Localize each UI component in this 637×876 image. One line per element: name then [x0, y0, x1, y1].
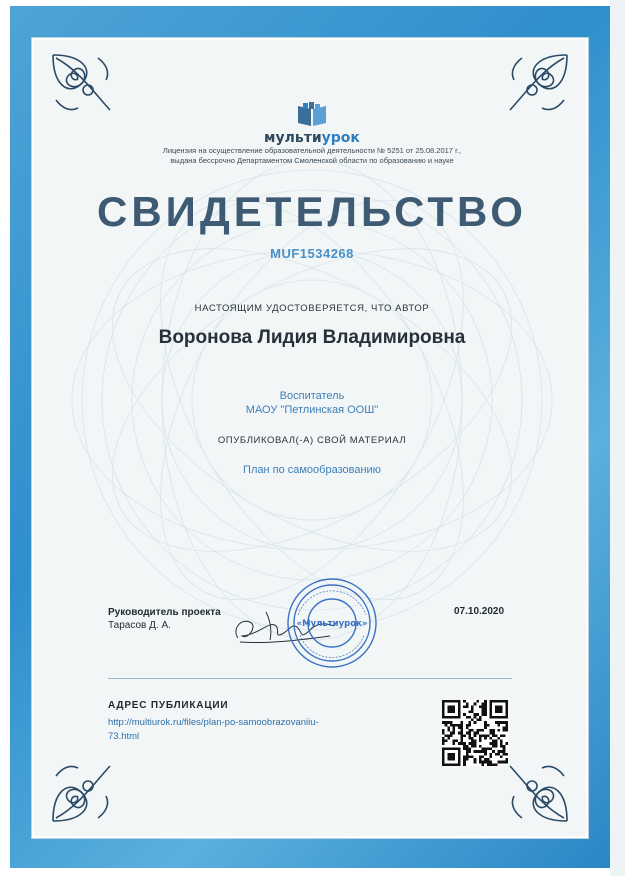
- publication-address-label: АДРЕС ПУБЛИКАЦИИ: [108, 700, 229, 711]
- divider-line: [108, 678, 512, 679]
- leader-name: Тарасов Д. А.: [108, 620, 171, 631]
- license-text: [104, 146, 520, 166]
- scan-edge: [610, 0, 625, 876]
- publication-address-link[interactable]: [108, 716, 398, 744]
- book-icon: [295, 102, 329, 128]
- published-text: ОПУБЛИКОВАЛ(-А) СВОЙ МАТЕРИАЛ: [217, 435, 407, 446]
- certificate-title: СВИДЕТЕЛЬСТВО: [97, 188, 527, 235]
- brand-name-prefix: мульти: [264, 130, 322, 146]
- material-title: План по самообразованию: [243, 464, 381, 476]
- corner-ornament-bottom-left: [48, 756, 118, 826]
- publication-url-line-1: http://multiurok.ru/files/plan-po-samoobrazovaniiu-: [108, 717, 319, 728]
- author-name: Воронова Лидия Владимировна: [158, 327, 466, 348]
- brand-logo: [34, 102, 588, 146]
- leader-label: Руководитель проекта: [108, 607, 221, 618]
- corner-ornament-bottom-right: [502, 756, 572, 826]
- publication-url-line-2: 73.html: [108, 731, 140, 742]
- brand-name: [34, 130, 588, 146]
- round-stamp-icon: [284, 575, 380, 671]
- brand-name-suffix: урок: [321, 130, 360, 146]
- license-line-1: Лицензия на осуществление образовательной деятельности № 5251 от 25.08.2017 г.,: [162, 146, 462, 155]
- qr-code-icon: [442, 700, 508, 766]
- certificate-number: MUF1534268: [270, 246, 354, 261]
- stamp-center-text: «Мультиурок»: [296, 619, 368, 629]
- author-position: Воспитатель: [279, 390, 345, 402]
- license-line-2: выдана бессрочно Департаментом Смоленской области по образованию и науке: [170, 156, 454, 165]
- issue-date: 07.10.2020: [454, 606, 505, 617]
- certificate-paper: [32, 38, 588, 838]
- author-organization: МАОУ "Петлинская ООШ": [245, 404, 379, 416]
- project-leader: [108, 606, 221, 632]
- certify-text: НАСТОЯЩИМ УДОСТОВЕРЯЕТСЯ, ЧТО АВТОР: [194, 303, 430, 314]
